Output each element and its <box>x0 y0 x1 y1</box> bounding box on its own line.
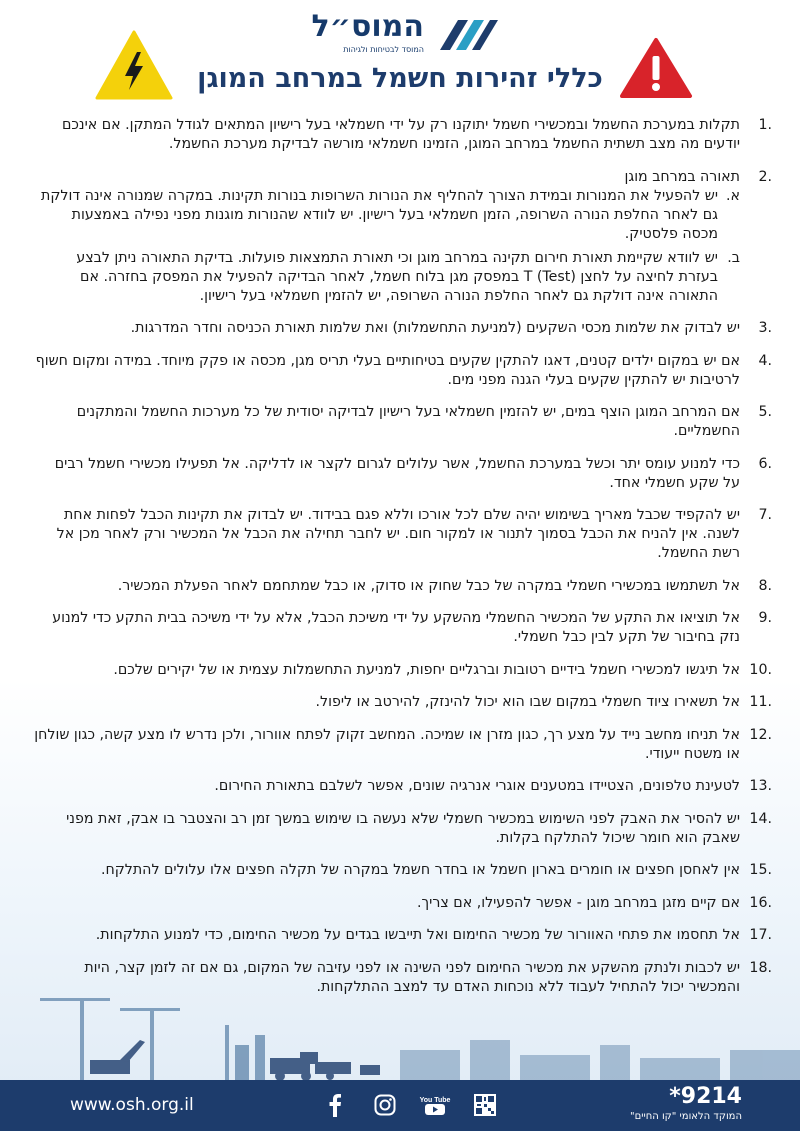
list-item <box>34 810 772 848</box>
list-item <box>34 894 772 913</box>
item-number: .2 <box>758 168 772 185</box>
item-text: אם יש במקום ילדים קטנים, דאגו להתקין שקעים בטיחותיים בעלי תריס מגן, מכסה או פקק מיוחד. במידה ומקום חשוף לרטיבות יש להתקין שקעים בעלי הגנה מפני מים. <box>35 352 740 388</box>
social-links <box>322 1092 498 1118</box>
list-item <box>34 116 772 154</box>
list-item <box>34 777 772 796</box>
item-number: .9 <box>758 610 772 626</box>
safety-rules-list <box>34 116 772 1010</box>
page-title: כללי זהירות חשמל במרחב המוגן <box>197 63 603 94</box>
list-item <box>34 926 772 945</box>
qr-code-icon[interactable] <box>472 1092 498 1118</box>
item-number: .12 <box>749 726 772 743</box>
list-item <box>34 403 772 441</box>
item-text: אל תשאירו ציוד חשמלי במקום שבו הוא יכול להינזק, להירטב או ליפול. <box>315 694 740 710</box>
item-text: יש לכבות ולנתק מהשקע את מכשיר החימום לפני השינה או לפני עזיבה של המקום, גם אם זה לזמן קצר, היות והמכשיר יכול להתחיל לעבוד ללא נוכחות האדם עד למצב ההתלקחות. <box>84 959 740 995</box>
youtube-icon[interactable] <box>419 1092 451 1118</box>
item-number: .3 <box>758 320 772 336</box>
facebook-icon[interactable] <box>322 1092 348 1118</box>
item-text: אל תניחו מחשב נייד על מצע רך, כגון מזרן או שמיכה. המחשב זקוק לפתח אוורור, ולכן נדרש לו מצע קשה, כגון שולחן או משטח ייעודי. <box>34 726 740 762</box>
list-item <box>34 352 772 390</box>
list-item <box>34 861 772 880</box>
item-text: לטעינת טלפונים, הצטיידו במטענים אוגרי אנרגיה שונים, אפשר לשלבם בתאורת החירום. <box>214 778 740 794</box>
item-number: .16 <box>749 894 772 911</box>
hotline <box>630 1084 742 1124</box>
footer-bar <box>0 1080 800 1131</box>
instagram-icon[interactable] <box>372 1092 398 1118</box>
sub-item <box>34 187 740 244</box>
youtube-label: You Tube <box>419 1097 451 1104</box>
sub-item-text: יש להפעיל את המנורות ובמידת הצורך להחליף את הנורות השרופות בנורות תקינות. במקרה שמנורה אינה דולקת גם לאחר החלפת הנורה השרופה, הזמן חשמלאי בעל רישיון. יש לוודא שהנורות מוגנות מפני נפילה באמצעות מכסה פלסטיק. <box>41 187 718 242</box>
item-number: .18 <box>749 959 772 976</box>
list-item <box>34 726 772 764</box>
sub-item-letter: א. <box>726 187 740 204</box>
sub-item <box>34 249 740 306</box>
item-text: אל תחסמו את פתחי האוורור של מכשיר החימום ואל תייבשו בגדים על מכשיר החימום, כדי למנוע התלקחות. <box>95 927 740 943</box>
item-number: .13 <box>749 778 772 794</box>
item-number: .14 <box>749 810 772 827</box>
logo-tagline: המוסד לבטיחות ולגיהות <box>343 45 424 54</box>
item-number: .17 <box>749 927 772 943</box>
item-number: .7 <box>758 507 772 523</box>
item-text: אל תוציאו את התקע של המכשיר החשמלי מהשקע על ידי משיכת הכבל, אלא על ידי משיכה בבית התקע כדי למנוע נזק בחיבור של תקע לבין כבל חשמלי. <box>52 610 740 645</box>
item-text: אל תשתמשו במכשירי חשמלי במקרה של כבל שחוק או סדוק, או כבל שמתחמם לאחר הפעלת המכשיר. <box>117 577 740 594</box>
logo-mark-icon <box>436 12 500 56</box>
logo-name: המוס״ל <box>311 9 424 44</box>
item-text: אל תיגשו למכשירי חשמל בידיים רטובות וברגליים יחפות, למניעת התחשמלות עצמית או של יקירים שלכם. <box>113 661 740 678</box>
list-item <box>34 661 772 680</box>
item-number: .10 <box>749 661 772 678</box>
sub-item-text: יש לוודא שקיימת תאורת חירום תקינה במרחב מוגן וכי תאורת התמצאות פועלות. בדיקת התאורה ניתן לבצע בעזרת לחיצה על לחצן T (Test) במפסק מגן בלוח חשמל, לאחר הבדיקה להפעיל את המפסק בחזרה. אם התאורה אינה דולקת גם לאחר החלפת הנורה השרופה, יש להזמין חשמלאי בעל רישיון. <box>76 249 718 304</box>
item-text: יש להסיר את האבק לפני השימוש במכשיר חשמלי שלא נעשה בו שימוש במשך זמן רב והצטבר בו אבק, זאת מפני שאבק הוא חומר שיכול להתלקח בקלות. <box>66 810 740 846</box>
item-number: .4 <box>758 352 772 369</box>
industrial-skyline-illustration <box>0 970 800 1085</box>
item-number: .15 <box>749 862 772 878</box>
hotline-label: המוקד הלאומי "קו החיים" <box>630 1111 742 1122</box>
hotline-number[interactable]: *9214 <box>669 1084 742 1109</box>
osh-logo <box>300 10 500 56</box>
item-number: .8 <box>758 577 772 594</box>
list-item <box>34 693 772 712</box>
item-text: אם קיים מזגן במרחב מוגן - אפשר להפעילו, אם צריך. <box>417 894 740 911</box>
list-item <box>34 506 772 563</box>
website-link[interactable]: www.osh.org.il <box>70 1095 194 1115</box>
item-text: אין לאחסן חפצים או חומרים בארון חשמל או בחדר חשמל במקרה של תקלה חפצים אלו עלולים להתלקח. <box>100 862 740 878</box>
list-item <box>34 168 772 306</box>
list-item <box>34 577 772 596</box>
item-text: תאורה במרחב מוגן <box>624 168 740 185</box>
item-number: .5 <box>758 404 772 420</box>
list-item <box>34 455 772 493</box>
item-number: .6 <box>758 455 772 472</box>
sub-item-letter: ב. <box>727 249 740 266</box>
item-number: .1 <box>758 117 772 133</box>
list-item <box>34 609 772 647</box>
item-text: יש להקפיד שכבל מאריך בשימוש יהיה שלם לכל אורכו וללא פגם בבידוד. יש לבדוק את תקינות הכבל לפחות אחת לשנה. אין להניח את הכבל בסמוך לתנור או למקור חום. יש לחבר תחילה את הכבל אל המכשיר ורק לאחר מכן אל רשת החשמל. <box>56 507 740 561</box>
item-text: אם המרחב המוגן הוצף במים, יש להזמין חשמלאי בעל רישיון לבדיקה יסודית של כל מערכות החשמל והמתקנים החשמליים. <box>76 404 740 439</box>
item-text: יש לבדוק את שלמות מכסי השקעים (למניעת התחשמלות) ואת שלמות תאורת הכניסה וחדר המדרגות. <box>130 320 740 336</box>
item-text: תקלות במערכת החשמל ובמכשירי חשמל יתוקנו רק על ידי חשמלאי בעל רישיון המתאים לגודל המתקן. אם אינכם יודעים מה מצב תשתית החשמל במרחב המוגן, הזמינו חשמלאי מורשה לבדיקת מערכת החשמל. <box>61 117 740 152</box>
item-number: .11 <box>749 694 772 710</box>
item-text: כדי למנוע עומס יתר וכשל במערכת החשמל, אשר עלולים לגרום לקצר או לדליקה. אל תפעילו מכשירי חשמל רבים על שקע חשמלי אחד. <box>54 455 740 491</box>
list-item <box>34 319 772 338</box>
